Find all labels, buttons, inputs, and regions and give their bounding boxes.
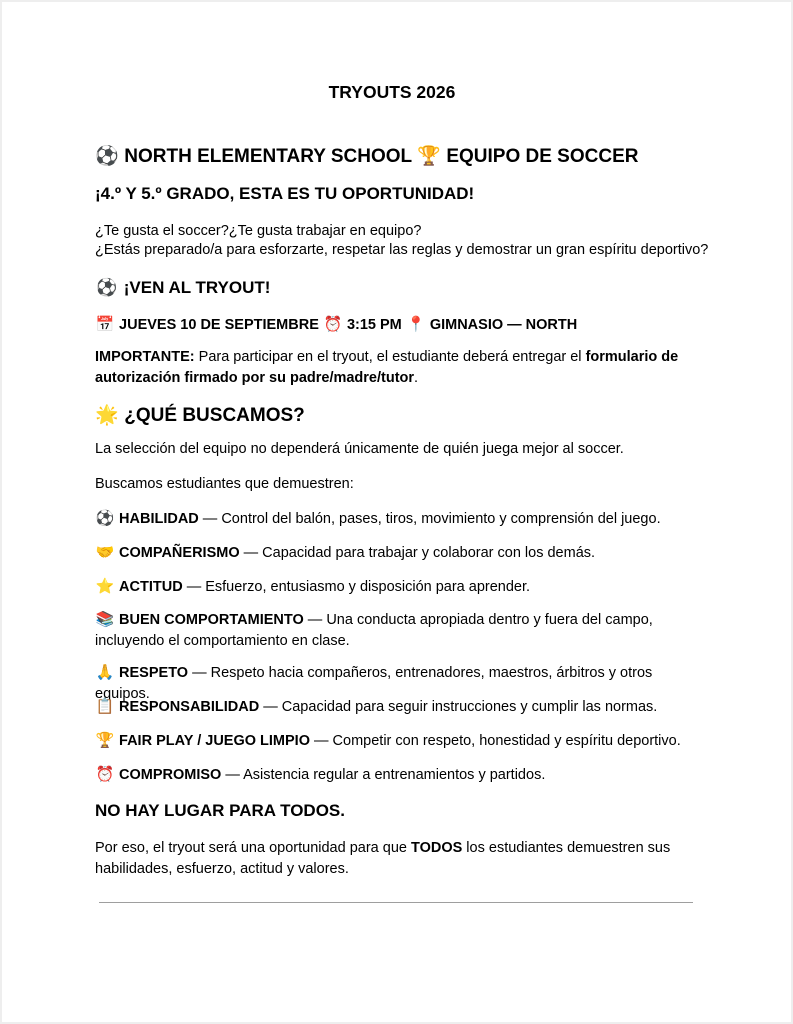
criterion-label: ACTITUD <box>119 579 183 595</box>
criterion-desc: — Control del balón, pases, tiros, movimiento y comprensión del juego. <box>198 511 661 527</box>
important-text: Para participar en el tryout, el estudiante deberá entregar el <box>194 349 586 365</box>
document-title: TRYOUTS 2026 <box>328 82 456 102</box>
document-page <box>2 2 791 1022</box>
intro-line-1: ¿Te gusta el soccer?¿Te gusta trabajar en equipo? <box>95 223 422 239</box>
criterion-desc: — Competir con respeto, honestidad y espíritu deportivo. <box>310 733 681 749</box>
closing-pre: Por eso, el tryout será una oportunidad para que <box>95 840 411 856</box>
star-icon: ⭐ <box>95 578 115 595</box>
team-name: EQUIPO DE SOCCER <box>446 146 639 167</box>
criterion-desc: — Capacidad para seguir instrucciones y cumplir las normas. <box>259 699 658 715</box>
criterion-label: RESPONSABILIDAD <box>119 699 260 715</box>
praying-hands-icon: 🙏 <box>95 664 115 681</box>
event-time: 3:15 PM <box>346 317 402 333</box>
criterion-desc: — Una conducta apropiada dentro y fuera del campo, incluyendo el comportamiento en clase. <box>95 612 653 649</box>
soccer-ball-icon: ⚽ <box>96 278 118 297</box>
important-note <box>95 347 701 389</box>
buscamos-text: Buscamos estudiantes que demuestren: <box>95 476 354 492</box>
important-form: formulario de autorización firmado por su padre/madre/tutor <box>95 349 679 386</box>
criterion-desc: — Respeto hacia compañeros, entrenadores, maestros, árbitros y otros equipos. <box>95 665 653 702</box>
horizontal-rule <box>99 902 693 903</box>
heading-grades: ¡4.º Y 5.º GRADO, ESTA ES TU OPORTUNIDAD! <box>95 184 475 203</box>
handshake-icon: 🤝 <box>95 544 115 561</box>
heading-school <box>95 144 638 168</box>
heading-buscamos-text: ¿QUÉ BUSCAMOS? <box>124 405 305 426</box>
books-icon: 📚 <box>95 611 115 628</box>
trophy-icon: 🏆 <box>95 732 115 749</box>
criterion-desc: — Capacidad para trabajar y colaborar con los demás. <box>239 545 596 561</box>
criterion-label: RESPETO <box>119 665 189 681</box>
event-details <box>95 314 701 336</box>
heading-no-lugar: NO HAY LUGAR PARA TODOS. <box>95 801 345 820</box>
closing-post: los estudiantes demuestren sus habilidades, esfuerzo, actitud y valores. <box>95 840 671 877</box>
selection-text: La selección del equipo no dependerá únicamente de quién juega mejor al soccer. <box>95 441 624 457</box>
criterion-desc: — Esfuerzo, entusiasmo y disposición para aprender. <box>182 579 531 595</box>
criterion-buen-comportamiento <box>95 609 701 652</box>
criterion-actitud <box>95 576 701 598</box>
criterion-compromiso <box>95 764 701 786</box>
star-icon: 🌟 <box>95 405 119 426</box>
soccer-ball-icon: ⚽ <box>95 510 115 527</box>
criterion-label: COMPROMISO <box>119 767 222 783</box>
alarm-clock-icon: ⏰ <box>323 316 343 333</box>
trophy-icon: 🏆 <box>417 146 441 167</box>
important-end: . <box>414 370 419 386</box>
alarm-clock-icon: ⏰ <box>95 766 115 783</box>
heading-tryout-text: ¡VEN AL TRYOUT! <box>123 278 271 297</box>
heading-buscamos <box>95 403 305 427</box>
pin-icon: 📍 <box>406 316 426 333</box>
heading-tryout <box>95 278 270 298</box>
criterion-desc: — Asistencia regular a entrenamientos y partidos. <box>221 767 546 783</box>
criterion-label: HABILIDAD <box>119 511 199 527</box>
closing-paragraph <box>95 838 701 880</box>
event-date: JUEVES 10 DE SEPTIEMBRE <box>119 317 319 333</box>
criterion-label: FAIR PLAY / JUEGO LIMPIO <box>119 733 310 749</box>
intro-line-2: ¿Estás preparado/a para esforzarte, respetar las reglas y demostrar un gran espíritu deportivo? <box>95 242 709 258</box>
criterion-label: BUEN COMPORTAMIENTO <box>119 612 304 628</box>
calendar-icon: 📅 <box>95 316 115 333</box>
clipboard-icon: 📋 <box>95 698 115 715</box>
criterion-habilidad <box>95 508 701 530</box>
soccer-ball-icon: ⚽ <box>95 146 119 167</box>
criterion-label: COMPAÑERISMO <box>119 545 240 561</box>
criterion-fair-play <box>95 730 701 752</box>
event-place: GIMNASIO — NORTH <box>429 317 578 333</box>
school-name: NORTH ELEMENTARY SCHOOL <box>124 146 412 167</box>
criterion-companerismo <box>95 542 701 564</box>
important-label: IMPORTANTE: <box>95 349 195 365</box>
closing-bold: TODOS <box>410 840 463 856</box>
criterion-responsabilidad <box>95 696 701 718</box>
